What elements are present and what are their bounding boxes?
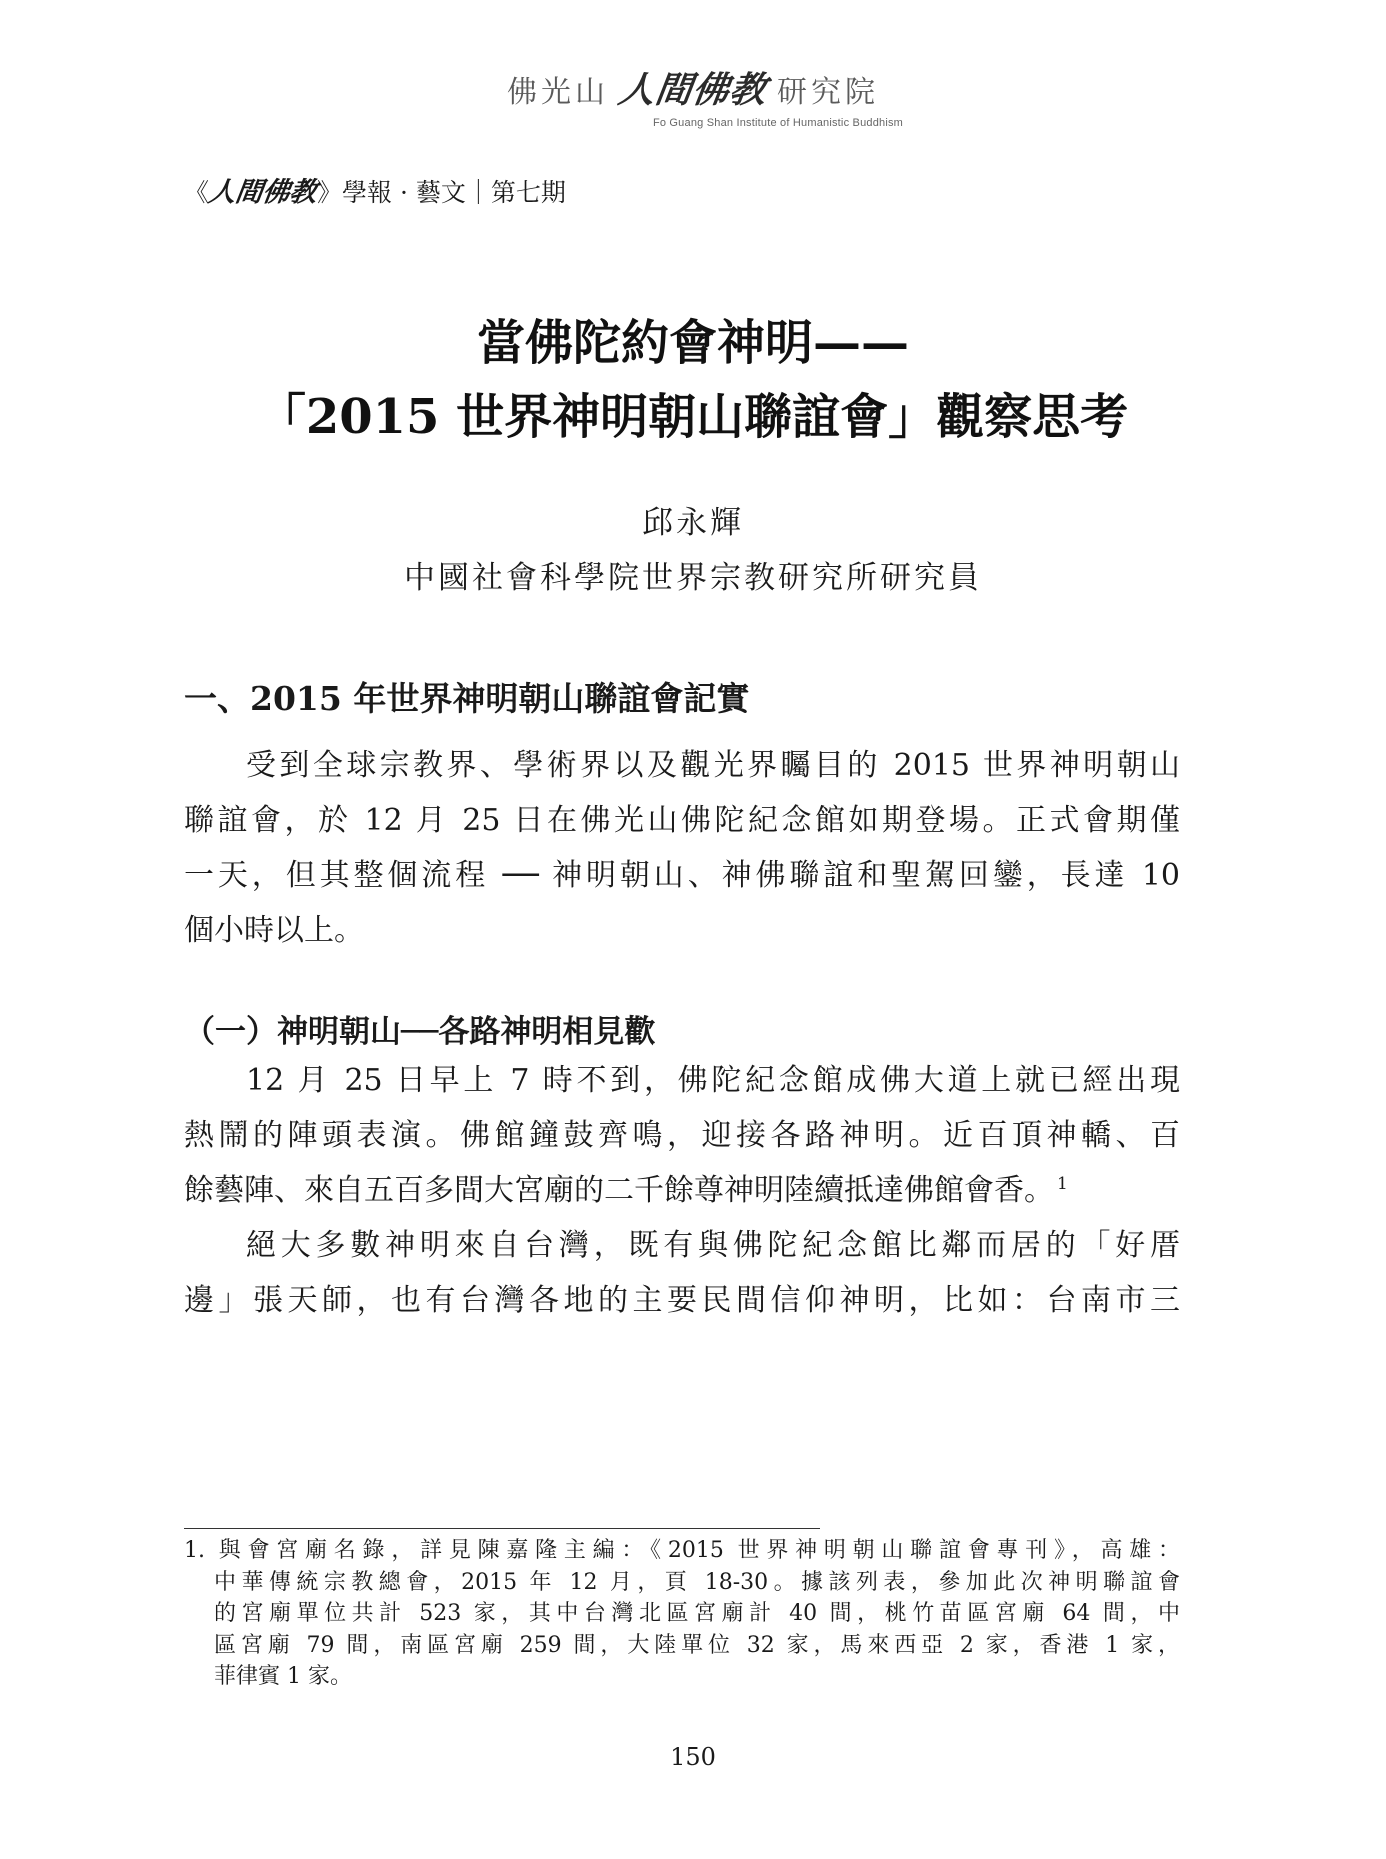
paragraph-line	[184, 1163, 1180, 1218]
footnote-line	[184, 1535, 1180, 1567]
institute-name-suffix: 研究院	[777, 75, 879, 110]
paragraph-line-text: 餘藝陣、來自五百多間大宮廟的二千餘尊神明陸續抵達佛館會香。	[184, 1173, 1054, 1208]
footnote-text: 與會宮廟名錄，詳見陳嘉隆主編：《2015 世界神明朝山聯誼會專刊》，高雄：	[218, 1538, 1181, 1563]
footnote-line: 的宮廟單位共計 523 家，其中台灣北區宮廟計 40 間，桃竹苗區宮廟 64 間，中	[214, 1601, 1180, 1626]
body-paragraph	[184, 1218, 1180, 1328]
paragraph-line: 一天，但其整個流程 ── 神明朝山、神佛聯誼和聖駕回鑾，長達 10	[184, 858, 1180, 893]
paragraph-line: 12 月 25 日早上 7 時不到，佛陀紀念館成佛大道上就已經出現	[246, 1063, 1180, 1098]
footnote-number: 1.	[184, 1538, 205, 1563]
author-affiliation: 中國社會科學院世界宗教研究所研究員	[404, 560, 982, 596]
institute-name-prefix: 佛光山	[506, 75, 609, 110]
footnote-line: 菲律賓 1 家。	[214, 1664, 352, 1689]
footnote-line: 區宮廟 79 間，南區宮廟 259 間，大陸單位 32 家，馬來西亞 2 家，香港 1 家，	[214, 1632, 1180, 1658]
institute-logo-text: 人間佛教	[615, 70, 770, 111]
section-heading: 一、2015 年世界神明朝山聯誼會記實	[184, 679, 750, 718]
body-paragraph	[184, 738, 1180, 958]
footnote-divider	[184, 1528, 820, 1529]
journal-issue-info: 》學報 · 藝文｜第七期	[317, 178, 566, 207]
author-name: 邱永輝	[642, 505, 744, 541]
article-title-line-2: 「2015 世界神明朝山聯誼會」觀察思考	[257, 389, 1129, 445]
page-number: 150	[670, 1743, 716, 1771]
paragraph-line: 熱鬧的陣頭表演。佛館鐘鼓齊鳴，迎接各路神明。近百頂神轎、百	[184, 1118, 1180, 1153]
journal-logo-text: 人間佛教	[206, 177, 319, 208]
footnote-line: 中華傳統宗教總會，2015 年 12 月，頁 18-30。據該列表，參加此次神明聯誼會	[214, 1569, 1180, 1595]
journal-running-head	[184, 170, 566, 209]
paragraph-line: 受到全球宗教界、學術界以及觀光界矚目的 2015 世界神明朝山	[246, 748, 1180, 783]
paragraph-line: 絕大多數神明來自台灣，既有與佛陀紀念館比鄰而居的「好厝	[246, 1228, 1180, 1263]
paragraph-line: 邊」張天師，也有台灣各地的主要民間信仰神明，比如：台南市三	[184, 1283, 1180, 1318]
paragraph-line: 聯誼會，於 12 月 25 日在佛光山佛陀紀念館如期登場。正式會期僅	[184, 803, 1180, 838]
paragraph-line: 個小時以上。	[184, 913, 364, 948]
footnote-reference[interactable]: 1	[1057, 1174, 1068, 1194]
institute-english-name: Fo Guang Shan Institute of Humanistic Buddhism	[652, 117, 904, 129]
article-title-line-1: 當佛陀約會神明——	[476, 315, 909, 371]
body-paragraph	[184, 1053, 1180, 1218]
footnote	[184, 1535, 1180, 1693]
journal-open-bracket: 《	[184, 178, 210, 207]
subsection-heading: （一）神明朝山──各路神明相見歡	[184, 1014, 656, 1050]
institute-header	[0, 62, 1386, 129]
